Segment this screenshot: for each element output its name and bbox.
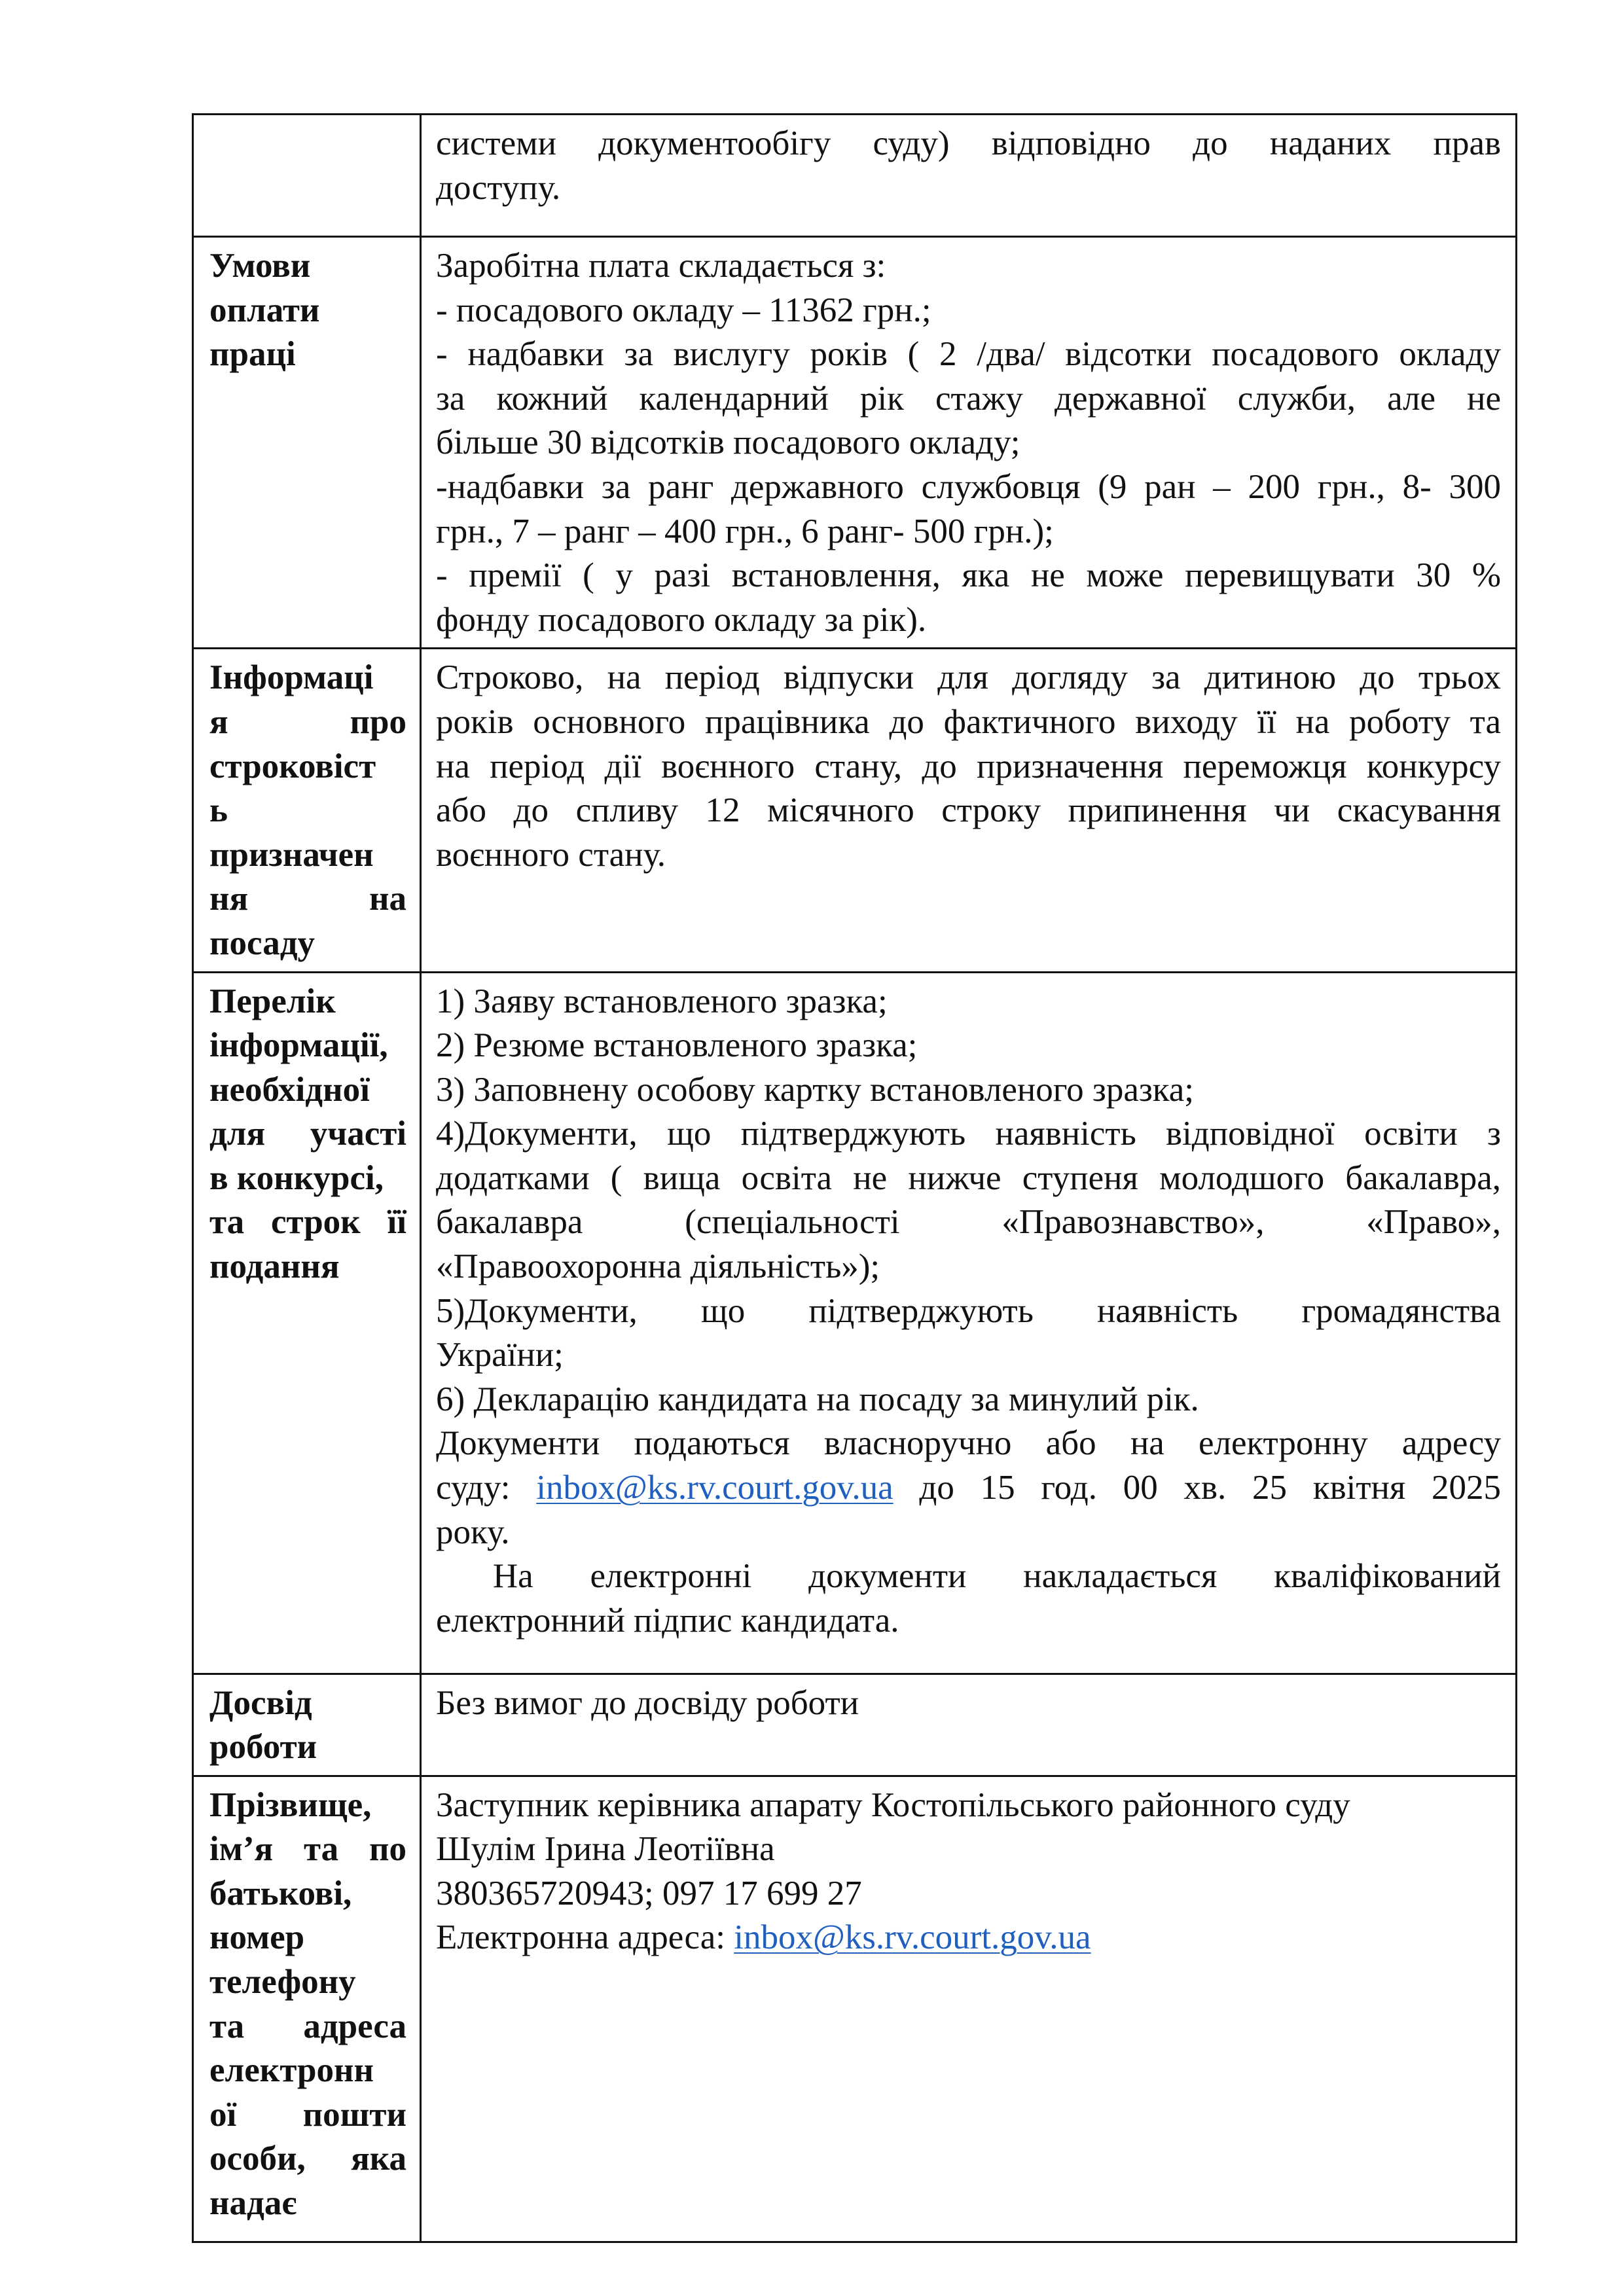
content-line: грн., 7 – ранг – 400 грн., 6 ранг- 500 грн.);: [436, 512, 1054, 550]
label-line: Досвід: [209, 1683, 312, 1722]
label-line: ь: [209, 791, 228, 830]
label-line: посаду: [209, 924, 316, 962]
label-line: надає: [209, 2184, 297, 2223]
submit-prefix: суду:: [436, 1469, 511, 1507]
content-line: Заробітна плата складається з:: [436, 247, 886, 285]
content-line: 1) Заяву встановленого зразка;: [436, 982, 888, 1020]
content-line: 380365720943; 097 17 699 27: [436, 1874, 862, 1912]
vacancy-info-table: [192, 113, 1517, 2243]
content-line: доступу.: [436, 168, 561, 207]
content-line: [436, 1466, 1501, 1511]
content-line: 3) Заповнену особову картку встановленого зразка;: [436, 1070, 1194, 1109]
content-line: фонду посадового окладу за рік).: [436, 600, 927, 639]
label-line: подання: [209, 1247, 340, 1286]
label-line: для участі: [209, 1115, 406, 1153]
label-line: телефону: [209, 1963, 356, 2001]
content-line: України;: [436, 1336, 564, 1374]
row-label-cell: [193, 237, 421, 649]
label-line: Інформаці: [209, 658, 374, 697]
label-line: батькові,: [209, 1874, 352, 1912]
table-row: [193, 115, 1517, 237]
row-label-cell: [193, 972, 421, 1674]
label-line: роботи: [209, 1728, 317, 1767]
content-line: На електронні документи накладається кваліфікований: [436, 1557, 1501, 1596]
row-label-cell: [193, 115, 421, 237]
label-line: праці: [209, 335, 296, 374]
content-line: системи документообігу суду) відповідно до наданих прав: [436, 124, 1501, 162]
content-line: -надбавки за ранг державного службовця (9 ран – 200 грн., 8- 300: [436, 467, 1501, 506]
content-line: або до спливу 12 місячного строку припинення чи скасування: [436, 791, 1501, 830]
row-content-cell: [421, 1776, 1517, 2242]
label-line: я про: [209, 702, 406, 741]
table-row: [193, 972, 1517, 1674]
content-line: за кожний календарний рік стажу державної служби, але не: [436, 379, 1501, 418]
label-line: строковіст: [209, 747, 376, 785]
label-line: призначен: [209, 835, 374, 874]
content-line: 2) Резюме встановленого зразка;: [436, 1026, 918, 1065]
content-line: воєнного стану.: [436, 835, 666, 874]
content-line: на період дії воєнного стану, до призначення переможця конкурсу: [436, 747, 1501, 785]
table-row: [193, 237, 1517, 649]
label-line: номер: [209, 1918, 305, 1957]
label-line: ня на: [209, 880, 406, 918]
label-line: Прізвище,: [209, 1785, 372, 1824]
content-line: «Правоохоронна діяльність»);: [436, 1247, 880, 1286]
submit-suffix: до 15 год. 00 хв. 25 квітня 2025: [919, 1469, 1501, 1507]
label-line: та адреса: [209, 2007, 406, 2045]
label-line: оплати: [209, 291, 320, 329]
label-line: інформації,: [209, 1026, 388, 1065]
table-row: [193, 1674, 1517, 1776]
label-line: Перелік: [209, 982, 336, 1020]
content-line: року.: [436, 1513, 510, 1551]
email-prefix: Електронна адреса:: [436, 1918, 725, 1957]
submit-email-link[interactable]: inbox@ks.rv.court.gov.ua: [536, 1469, 893, 1507]
content-line: бакалавра (спеціальності «Правознавство», «Право»,: [436, 1203, 1501, 1242]
label-line: ім’я та по: [209, 1830, 406, 1869]
content-line: Заступник керівника апарату Костопільського районного суду: [436, 1785, 1350, 1824]
label-line: необхідної: [209, 1070, 370, 1109]
content-line: - надбавки за вислугу років ( 2 /два/ відсотки посадового окладу: [436, 335, 1501, 374]
content-line: Шулім Ірина Леотіївна: [436, 1830, 775, 1869]
table-row: [193, 649, 1517, 972]
content-line: Без вимог до досвіду роботи: [436, 1683, 859, 1722]
content-line: [436, 1916, 1501, 1960]
label-line: ої пошти: [209, 2095, 406, 2134]
row-label-cell: [193, 649, 421, 972]
row-label-cell: [193, 1674, 421, 1776]
content-line: 5)Документи, що підтверджують наявність громадянства: [436, 1291, 1501, 1330]
content-line: додатками ( вища освіта не нижче ступеня молодшого бакалавра,: [436, 1158, 1501, 1197]
row-label-cell: [193, 1776, 421, 2242]
contact-email-link[interactable]: inbox@ks.rv.court.gov.ua: [734, 1918, 1091, 1957]
content-line: - посадового окладу – 11362 грн.;: [436, 291, 931, 329]
content-line: 6) Декларацію кандидата на посаду за минулий рік.: [436, 1380, 1199, 1418]
content-line: Строково, на період відпуски для догляду за дитиною до трьох: [436, 658, 1501, 697]
content-line: електронний підпис кандидата.: [436, 1601, 899, 1640]
content-line: - премії ( у разі встановлення, яка не може перевищувати 30 %: [436, 556, 1501, 595]
label-line: Умови: [209, 247, 311, 285]
label-line: електронн: [209, 2051, 374, 2090]
content-line: 4)Документи, що підтверджують наявність відповідної освіти з: [436, 1115, 1501, 1153]
content-line: років основного працівника до фактичного виходу її на роботу та: [436, 702, 1501, 741]
row-content-cell: [421, 972, 1517, 1674]
row-content-cell: [421, 1674, 1517, 1776]
row-content-cell: [421, 115, 1517, 237]
label-line: особи, яка: [209, 2140, 406, 2178]
content-line: Документи подаються власноручно або на електронну адресу: [436, 1424, 1501, 1463]
row-content-cell: [421, 237, 1517, 649]
content-line: більше 30 відсотків посадового окладу;: [436, 423, 1020, 462]
label-line: в конкурсі,: [209, 1158, 384, 1197]
row-content-cell: [421, 649, 1517, 972]
label-line: та строк її: [209, 1203, 406, 1242]
table-row: [193, 1776, 1517, 2242]
